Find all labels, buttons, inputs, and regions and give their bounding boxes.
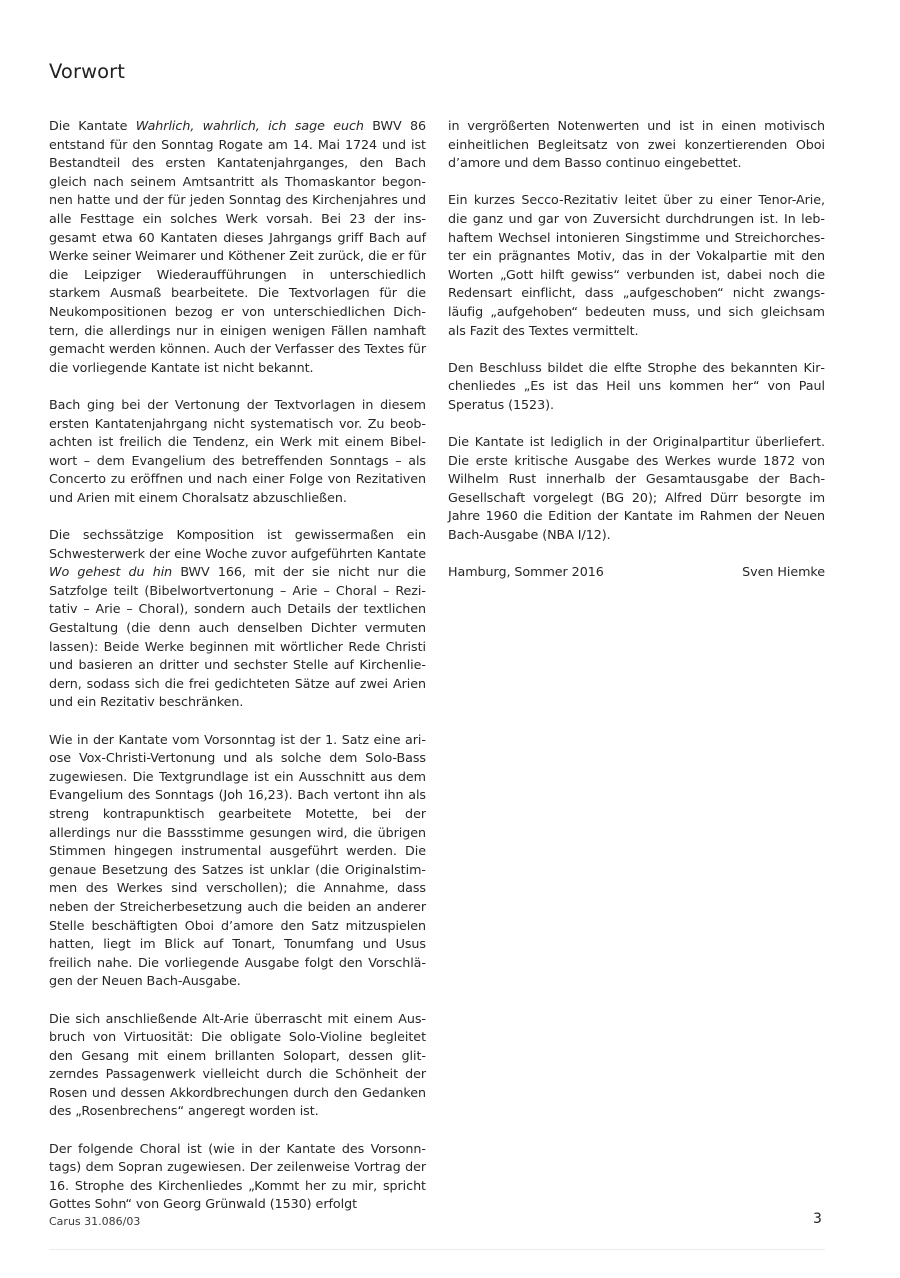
place-date: Hamburg, Sommer 2016 <box>448 564 604 580</box>
page-number: 3 <box>813 1211 822 1227</box>
text-run: BWV 166, mit der sie nicht nur die Satzfolge teilt (Bibelwortvertonung – Arie – Choral – Rezitativ – Arie – Choral), sondern auch Details der textlichen Gestaltung (die denn auch denselben Dichter vermuten lassen): Beide Werke beginnen mit wörtlicher Rede Christi und basieren an dritter und sechster Stelle auf Kirchenliedern, sodass sich die frei gedichteten Sätze auf zwei Arien und ein Rezitativ beschränken. <box>49 564 426 710</box>
right-text-column <box>448 117 825 600</box>
text-run: Den Beschluss bildet die elfte Strophe des bekannten Kirchenliedes „Es ist das Heil uns kommen her“ von Paul Speratus (1523). <box>448 359 825 412</box>
page-title: Vorwort <box>49 60 126 83</box>
italic-work-title: Wahrlich, wahrlich, ich sage euch <box>135 118 364 133</box>
paragraph <box>49 526 426 712</box>
text-run: Die sechssätzige Komposition ist gewissermaßen ein Schwesterwerk der eine Woche zuvor aufgeführten Kantate <box>49 527 426 561</box>
italic-work-title: Wo gehest du hin <box>49 564 173 580</box>
paragraph <box>49 731 426 991</box>
text-run: Die sich anschließende Alt-Arie überrascht mit einem Ausbruch von Virtuosität: Die obligate Solo-Violine begleitet den Gesang mit einem brillanten Solopart, dessen glitzerndes Passagenwerk vielleicht durch die Schönheit der Rosen und dessen Akkordbrechungen durch den Gedanken des „Rosenbrechens“ angeregt worden ist. <box>49 1010 426 1119</box>
catalog-number: Carus 31.086/03 <box>49 1215 141 1228</box>
paragraph <box>49 1010 426 1122</box>
left-text-column <box>49 117 426 1233</box>
signature-line <box>448 563 825 582</box>
paragraph <box>448 191 825 340</box>
paragraph <box>448 433 825 545</box>
author-name: Sven Hiemke <box>742 564 825 580</box>
text-run: BWV 86 entstand für den Sonntag Rogate am 14. Mai 1724 und ist Bestandteil des ersten Kantatenjahrganges, den Bach gleich nach seinem Amtsantritt als Thomaskantor begonnen hatte und der für jeden Sonntag des Kirchenjahres und alle Festtage ein solches Werk vorsah. Bei 23 der insgesamt etwa 60 Kantaten dieses Jahrgangs griff Bach auf Werke seiner Weimarer und Köthener Zeit zurück, die er für die Leipziger Wiederaufführungen in unterschiedlich starkem Ausmaß bearbeitete. Die Textvorlagen für die Neukompositionen bezog er von unterschiedlichen Dichtern, die allerdings nur in einigen wenigen Fällen namhaft gemacht werden können. Auch der Verfasser des Textes für die vorliegende Kantate ist nicht bekannt. <box>49 118 426 375</box>
paragraph <box>49 117 426 377</box>
text-run: Bach ging bei der Vertonung der Textvorlagen in diesem ersten Kantatenjahrgang nicht systematisch vor. Zu beobachten ist freilich die Tendenz, ein Werk mit einem Bibelwort – dem Evangelium des betreffenden Sonntags – als Concerto zu eröffnen und nach einer Folge von Rezitativen und Arien mit einem Choralsatz abzuschließen. <box>49 396 426 505</box>
text-run: Ein kurzes Secco-Rezitativ leitet über zu einer Tenor-Arie, die ganz und gar von Zuversicht durchdrungen ist. In lebhaftem Wechsel intonieren Singstimme und Streichorchester ein prägnantes Motiv, das in der Vokalpartie mit den Worten „Gott hilft gewiss“ verbunden ist, dabei noch die Redensart einflicht, dass „aufgeschoben“ nicht zwangsläufig „aufgehoben“ bedeuten muss, und sich gleichsam als Fazit des Textes vermittelt. <box>448 192 825 338</box>
paragraph <box>49 1140 426 1214</box>
paragraph <box>448 117 825 173</box>
text-run: Die Kantate <box>49 118 136 133</box>
paragraph <box>49 396 426 508</box>
footer-divider <box>49 1249 825 1250</box>
paragraph <box>448 359 825 415</box>
text-run: Der folgende Choral ist (wie in der Kantate des Vorsonntags) dem Sopran zugewiesen. Der zeilenweise Vortrag der 16. Strophe des Kirchenliedes „Kommt her zu mir, spricht Gottes Sohn“ von Georg Grünwald (1530) erfolgt <box>49 1140 426 1212</box>
text-run: in vergrößerten Notenwerten und ist in einen motivisch einheitlichen Begleitsatz von zwei konzertierenden Oboi d’amore und dem Basso continuo eingebettet. <box>448 118 825 171</box>
text-run: Die Kantate ist lediglich in der Originalpartitur überliefert. Die erste kritische Ausgabe des Werkes wurde 1872 von Wilhelm Rust innerhalb der Gesamtausgabe der Bach-Gesellschaft vorgelegt (BG 20); Alfred Dürr besorgte im Jahre 1960 die Edition der Kantate im Rahmen der Neuen Bach-Ausgabe (NBA I/12). <box>448 434 825 543</box>
text-run: Wie in der Kantate vom Vorsonntag ist der 1. Satz eine ariose Vox-Christi-Vertonung und als solche dem Solo-Bass zugewiesen. Die Textgrundlage ist ein Ausschnitt aus dem Evangelium des Sonntags (Joh 16,23). Bach vertont ihn als streng kontrapunktisch gearbeitete Motette, bei der allerdings nur die Bassstimme gesungen wird, die übrigen Stimmen hingegen instrumental ausgeführt werden. Die genaue Besetzung des Satzes ist unklar (die Originalstimmen des Werkes sind verschollen); die Annahme, dass neben der Streicherbesetzung auch die beiden an anderer Stelle beschäftigten Oboi d’amore den Satz mitzuspielen hatten, liegt im Blick auf Tonart, Tonumfang und Usus freilich nahe. Die vorliegende Ausgabe folgt den Vorschlägen der Neuen Bach-Ausgabe. <box>49 731 426 989</box>
